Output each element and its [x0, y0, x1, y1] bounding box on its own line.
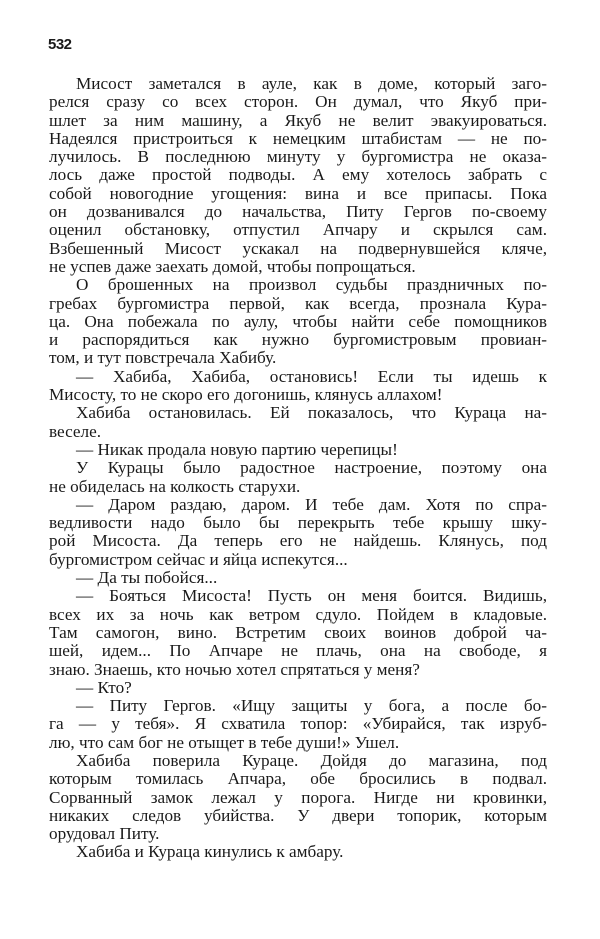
text-line: О брошенных на произвол судьбы праздничных по- — [76, 275, 547, 295]
text-line: Хабиба поверила Кураце. Дойдя до магазина, под — [76, 750, 547, 770]
paragraph — [49, 441, 547, 459]
paragraph — [49, 843, 547, 861]
paragraph — [49, 404, 547, 441]
text-line: Хабиба остановилась. Ей показалось, что Кураца на- — [76, 403, 547, 423]
paragraph — [49, 75, 547, 276]
text-line: том, и тут повстречала Хабибу. — [49, 348, 277, 368]
paragraph — [49, 587, 547, 678]
text-line: га — у тебя». Я схватила топор: «Убирайся, так изруб- — [49, 714, 547, 734]
text-line: лю, что сам бог не отыщет в тебе души!» Ушел. — [49, 732, 400, 752]
paragraph — [49, 697, 547, 752]
text-line: релся сразу со всех сторон. Он думал, что Якуб при- — [49, 92, 547, 112]
paragraph — [49, 459, 547, 496]
paragraph — [49, 368, 547, 405]
text-line: ца. Она побежала по аулу, чтобы найти себе помощников — [49, 311, 547, 331]
text-line: Взбешенный Мисост ускакал на подвернувшейся кляче, — [49, 238, 547, 258]
text-line: Сорванный замок лежал у порога. Нигде ни кровинки, — [49, 787, 547, 807]
text-line: никаких следов убийства. У двери топорик, которым — [49, 805, 547, 825]
text-line: ведливости надо было бы перекрыть тебе крышу шку- — [49, 513, 547, 533]
text-line: Мисост заметался в ауле, как в доме, который заго- — [76, 74, 547, 93]
text-line: Надеялся пристроиться к немецким штабистам — не по- — [49, 128, 547, 148]
text-line: бургомистром сейчас и яйца испекутся... — [49, 549, 348, 569]
text-line: лось даже простой подводы. А ему хотелось забрать с — [49, 165, 547, 185]
text-line: веселе. — [49, 421, 102, 441]
text-line: всех их за ночь как ветром сдуло. Пойдем в кладовые. — [49, 604, 547, 624]
text-line: он дозванивался до начальства, Питу Гергов по-своему — [49, 202, 547, 222]
body-text — [49, 75, 547, 862]
paragraph — [49, 276, 547, 367]
paragraph — [49, 679, 547, 697]
text-line: шей, идем... По Апчаре не плачь, она на свободе, я — [49, 641, 547, 661]
text-line: — Да ты побойся... — [76, 568, 218, 588]
text-line: — Кто? — [76, 677, 132, 697]
paragraph — [49, 496, 547, 569]
text-line: и распорядиться как нужно бургомистровым провиан- — [49, 330, 547, 350]
text-line: шлет за ним машину, а Якуб не велит эвакуироваться. — [49, 110, 547, 130]
text-line: — Даром раздаю, даром. И тебе дам. Хотя по спра- — [76, 494, 547, 514]
text-line: знаю. Знаешь, кто ночью хотел спрятаться у меня? — [49, 659, 420, 679]
text-line: — Хабиба, Хабиба, остановись! Если ты идешь к — [76, 366, 547, 386]
text-line: У Курацы было радостное настроение, поэтому она — [76, 458, 547, 478]
text-line: Мисосту, то не скоро его догонишь, клянусь аллахом! — [49, 385, 443, 405]
text-line: Хабиба и Кураца кинулись к амбару. — [76, 842, 344, 862]
text-line: — Никак продала новую партию черепицы! — [76, 439, 398, 459]
text-line: собой новогодние угощения: вина и все припасы. Пока — [49, 183, 547, 203]
text-line: не обиделась на колкость старухи. — [49, 476, 301, 496]
text-line: Там самогон, вино. Встретим своих воинов доброй ча- — [49, 622, 547, 642]
text-line: оценил обстановку, отпустил Апчару и скрылся сам. — [49, 220, 547, 240]
text-line: рой Мисоста. Да теперь его не найдешь. Клянусь, под — [49, 531, 547, 551]
text-line: гребах бургомистра первой, как всегда, прознала Кура- — [49, 293, 547, 313]
text-line: не успев даже заехать домой, чтобы попрощаться. — [49, 256, 416, 276]
paragraph — [49, 752, 547, 843]
text-line: — Питу Гергов. «Ищу защиты у бога, а после бо- — [76, 696, 547, 716]
text-line: орудовал Питу. — [49, 824, 160, 844]
text-line: лучилось. В последнюю минуту у бургомистра не оказа- — [49, 147, 547, 167]
text-line: которым томилась Апчара, обе бросились в подвал. — [49, 769, 547, 789]
text-line: — Бояться Мисоста! Пусть он меня боится. Видишь, — [76, 586, 547, 606]
paragraph — [49, 569, 547, 587]
page-number: 532 — [48, 36, 72, 53]
